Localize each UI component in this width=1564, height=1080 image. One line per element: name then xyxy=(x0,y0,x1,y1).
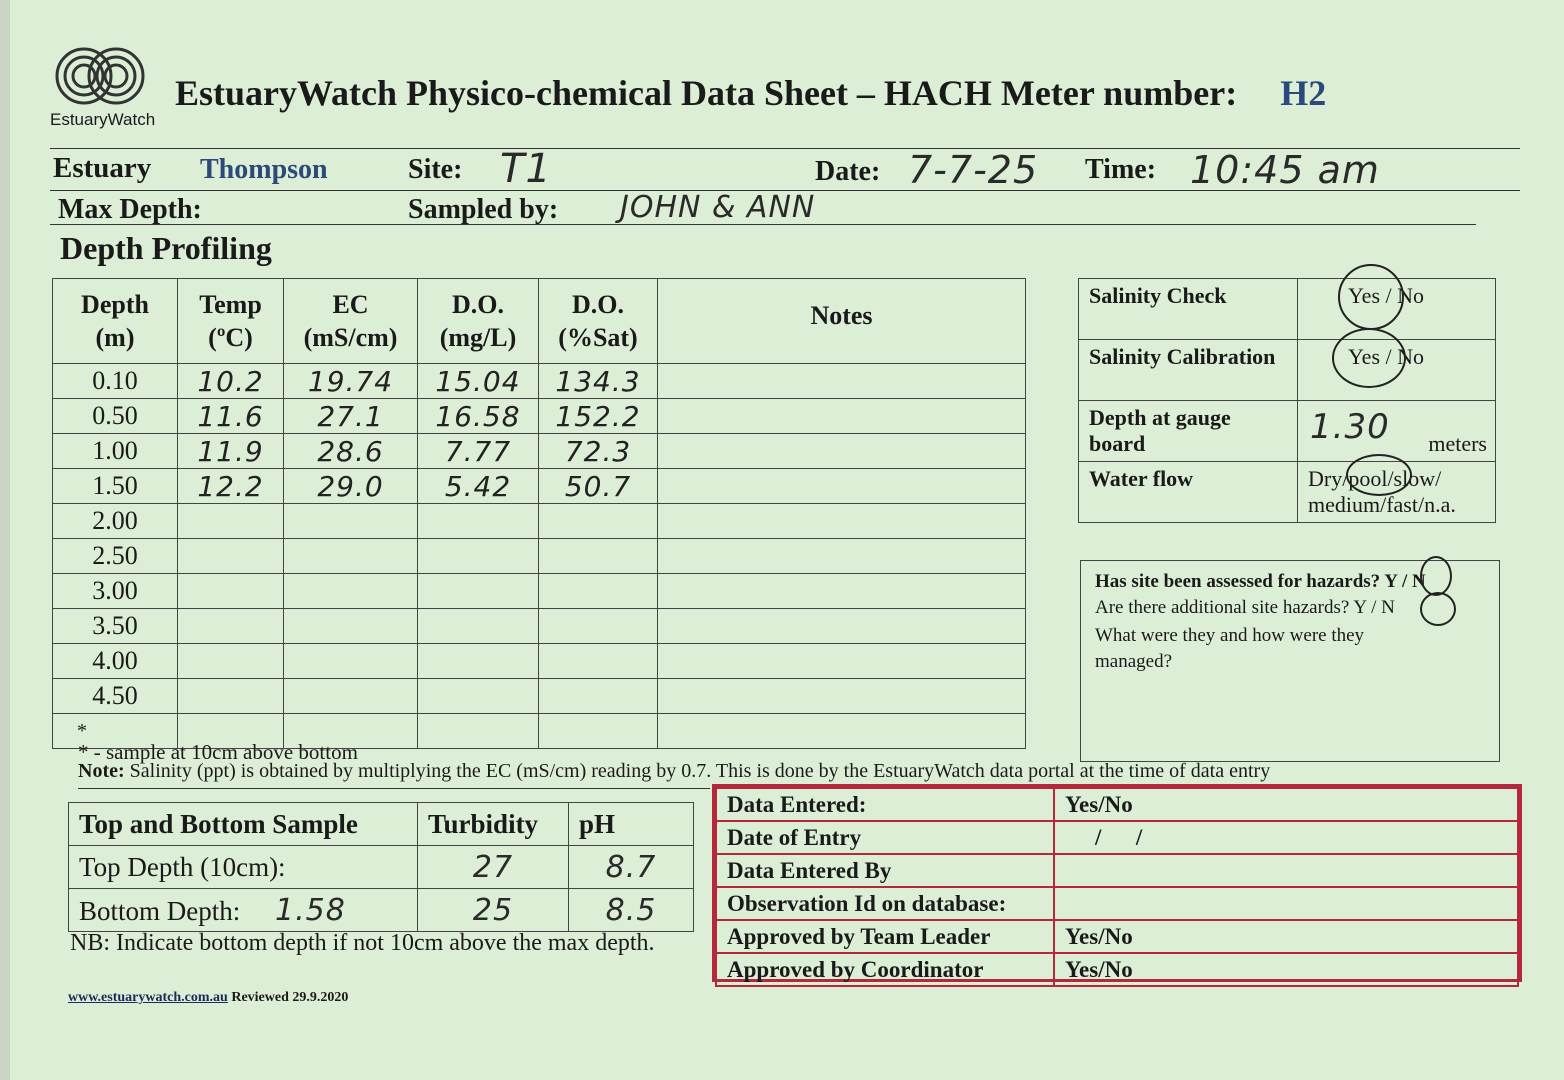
table-row xyxy=(53,609,1026,644)
salinity-check-row xyxy=(1079,279,1496,340)
temp-cell xyxy=(178,644,284,679)
data-entry-label: Approved by Coordinator xyxy=(716,953,1054,986)
date-value: 7-7-25 xyxy=(908,148,1039,192)
ec-cell xyxy=(284,504,418,539)
flow-label: Water flow xyxy=(1079,462,1298,523)
data-entry-row xyxy=(716,887,1518,920)
data-entry-value: Yes/No xyxy=(1054,788,1518,821)
do-sat-cell: 50.7 xyxy=(539,469,658,504)
temp-cell xyxy=(178,679,284,714)
ec-cell: 27.1 xyxy=(284,399,418,434)
do-sat-cell: 72.3 xyxy=(539,434,658,469)
footer-reviewed: Reviewed 29.9.2020 xyxy=(231,990,349,1005)
do-mg-cell xyxy=(418,574,539,609)
header-temp: Temp (ºC) xyxy=(178,279,284,364)
ec-cell: 19.74 xyxy=(284,364,418,399)
temp-cell xyxy=(178,539,284,574)
footer xyxy=(68,990,348,1006)
do-mg-cell xyxy=(418,644,539,679)
salinity-cal-label: Salinity Calibration xyxy=(1079,340,1298,401)
do-mg-cell: 15.04 xyxy=(418,364,539,399)
depth-cell: 0.50 xyxy=(53,399,178,434)
page-title xyxy=(175,72,1326,114)
site-value: T1 xyxy=(500,146,552,192)
y-circle-mark xyxy=(1420,556,1452,596)
ec-cell xyxy=(284,609,418,644)
do-sat-cell xyxy=(539,714,658,749)
notes-cell xyxy=(658,504,1026,539)
hazard-question-1: Has site been assessed for hazards? Y / N xyxy=(1095,571,1426,592)
ec-cell xyxy=(284,574,418,609)
data-entry-label: Date of Entry xyxy=(716,821,1054,854)
top-bottom-table xyxy=(68,802,694,932)
bottom-turbidity: 25 xyxy=(418,889,569,932)
data-entry-label: Data Entered: xyxy=(716,788,1054,821)
section-title: Depth Profiling xyxy=(60,230,272,266)
do-sat-cell xyxy=(539,609,658,644)
data-entry-value: Yes/No xyxy=(1054,920,1518,953)
table-row xyxy=(53,679,1026,714)
depth-cell: 4.50 xyxy=(53,679,178,714)
estuary-value: Thompson xyxy=(200,154,328,185)
gauge-cell xyxy=(1298,401,1496,462)
bottom-depth-value: 1.58 xyxy=(275,892,346,928)
data-entry-label: Observation Id on database: xyxy=(716,887,1054,920)
note-text: Salinity (ppt) is obtained by multiplying the EC (mS/cm) reading by 0.7. This is done by the EstuaryWatch data portal at the time of data entry xyxy=(129,760,1271,782)
temp-cell: 12.2 xyxy=(178,469,284,504)
tb-header-ph: pH xyxy=(569,803,694,846)
top-depth-row xyxy=(69,846,694,889)
data-entry-row xyxy=(716,821,1518,854)
data-entry-label: Approved by Team Leader xyxy=(716,920,1054,953)
do-sat-cell xyxy=(539,679,658,714)
hazard-question-2: Are there additional site hazards? Y / N xyxy=(1095,597,1395,618)
depth-cell: * xyxy=(53,714,178,749)
data-entry-row xyxy=(716,920,1518,953)
notes-cell xyxy=(658,364,1026,399)
water-flow-row xyxy=(1079,462,1496,523)
salinity-note xyxy=(78,760,1408,783)
gauge-unit: meters xyxy=(1428,431,1487,456)
do-sat-cell: 152.2 xyxy=(539,399,658,434)
table-row xyxy=(53,574,1026,609)
depth-cell: 3.50 xyxy=(53,609,178,644)
bottom-ph: 8.5 xyxy=(569,889,694,932)
date-label: Date: xyxy=(815,156,881,187)
footer-url: www.estuarywatch.com.au xyxy=(68,990,228,1005)
temp-cell xyxy=(178,504,284,539)
depth-cell: 2.00 xyxy=(53,504,178,539)
do-mg-cell: 7.77 xyxy=(418,434,539,469)
depth-cell: 2.50 xyxy=(53,539,178,574)
do-sat-cell xyxy=(539,504,658,539)
notes-cell xyxy=(658,644,1026,679)
salinity-calibration-row xyxy=(1079,340,1496,401)
depth-profile-table xyxy=(52,278,1026,749)
top-turbidity: 27 xyxy=(418,846,569,889)
data-entry-table xyxy=(715,787,1519,987)
table-row xyxy=(53,504,1026,539)
max-depth-label: Max Depth: xyxy=(58,194,202,225)
site-conditions-table xyxy=(1078,278,1496,523)
sampled-by-label: Sampled by: xyxy=(408,194,559,225)
gauge-label: Depth at gauge board xyxy=(1079,401,1298,462)
bottom-depth-label: Bottom Depth: xyxy=(79,895,241,926)
data-entry-value: Yes/No xyxy=(1054,953,1518,986)
do-mg-cell xyxy=(418,714,539,749)
salinity-check-value: Yes / No xyxy=(1298,279,1496,340)
ec-cell xyxy=(284,644,418,679)
do-sat-cell xyxy=(539,539,658,574)
data-entry-value: / / xyxy=(1054,821,1518,854)
data-entry-value xyxy=(1054,854,1518,887)
table-row xyxy=(53,469,1026,504)
notes-cell xyxy=(658,539,1026,574)
sampled-by-value: JOHN & ANN xyxy=(620,190,816,225)
hazard-question-3: What were they and how were they managed? xyxy=(1095,625,1365,672)
temp-cell: 11.6 xyxy=(178,399,284,434)
top-ph: 8.7 xyxy=(569,846,694,889)
salinity-cal-value: Yes / No xyxy=(1298,340,1496,401)
notes-cell xyxy=(658,714,1026,749)
pool-circle-mark xyxy=(1346,454,1412,496)
do-mg-cell: 5.42 xyxy=(418,469,539,504)
top-bottom-header xyxy=(69,803,694,846)
do-sat-cell xyxy=(539,644,658,679)
do-mg-cell xyxy=(418,679,539,714)
notes-cell xyxy=(658,434,1026,469)
data-entry-rows xyxy=(716,788,1518,986)
top-depth-label: Top Depth (10cm): xyxy=(69,846,418,889)
notes-cell xyxy=(658,469,1026,504)
logo-text: EstuaryWatch xyxy=(50,110,156,129)
depth-cell: 1.00 xyxy=(53,434,178,469)
notes-cell xyxy=(658,609,1026,644)
temp-cell xyxy=(178,574,284,609)
depth-cell: 4.00 xyxy=(53,644,178,679)
data-entry-row xyxy=(716,788,1518,821)
gauge-value: 1.30 xyxy=(1310,407,1390,447)
estuarywatch-logo xyxy=(50,45,160,135)
table-row xyxy=(53,399,1026,434)
time-value: 10:45 am xyxy=(1190,148,1380,192)
table-row xyxy=(53,644,1026,679)
ec-cell xyxy=(284,539,418,574)
yes-circle-mark-2 xyxy=(1332,328,1406,388)
temp-cell xyxy=(178,609,284,644)
data-entry-box xyxy=(712,784,1522,982)
do-mg-cell xyxy=(418,539,539,574)
do-mg-cell xyxy=(418,609,539,644)
depth-cell: 3.00 xyxy=(53,574,178,609)
depth-cell: 0.10 xyxy=(53,364,178,399)
do-mg-cell: 16.58 xyxy=(418,399,539,434)
temp-cell: 11.9 xyxy=(178,434,284,469)
table-row xyxy=(53,434,1026,469)
salinity-check-label: Salinity Check xyxy=(1079,279,1298,340)
data-entry-row xyxy=(716,953,1518,986)
n-circle-mark xyxy=(1420,592,1456,626)
gauge-row xyxy=(1079,401,1496,462)
data-entry-label: Data Entered By xyxy=(716,854,1054,887)
header-do-sat: D.O. (%Sat) xyxy=(539,279,658,364)
yes-circle-mark xyxy=(1338,264,1404,330)
site-label: Site: xyxy=(408,154,463,185)
estuary-label: Estuary xyxy=(53,152,152,184)
notes-cell xyxy=(658,574,1026,609)
note-label: Note: xyxy=(78,760,125,782)
table-row xyxy=(53,364,1026,399)
notes-cell xyxy=(658,399,1026,434)
footnote: * - sample at 10cm above bottom xyxy=(78,740,358,764)
depth-cell: 1.50 xyxy=(53,469,178,504)
header-do-mg: D.O. (mg/L) xyxy=(418,279,539,364)
ec-cell: 29.0 xyxy=(284,469,418,504)
do-sat-cell: 134.3 xyxy=(539,364,658,399)
ec-cell xyxy=(284,679,418,714)
header-ec: EC (mS/cm) xyxy=(284,279,418,364)
do-mg-cell xyxy=(418,504,539,539)
title-text: EstuaryWatch Physico-chemical Data Sheet – HACH Meter number: xyxy=(175,73,1238,113)
do-sat-cell xyxy=(539,574,658,609)
tb-header-turbidity: Turbidity xyxy=(418,803,569,846)
header-notes: Notes xyxy=(658,279,1026,364)
nb-note: NB: Indicate bottom depth if not 10cm above the max depth. xyxy=(70,930,655,956)
data-entry-value xyxy=(1054,887,1518,920)
table-row xyxy=(53,539,1026,574)
table-header-row xyxy=(53,279,1026,364)
data-sheet xyxy=(10,0,1564,1080)
notes-cell xyxy=(658,679,1026,714)
logo-rings-icon xyxy=(50,45,150,107)
meter-number: H2 xyxy=(1280,73,1327,113)
header-depth: Depth (m) xyxy=(53,279,178,364)
flow-value: Dry/pool/slow/ medium/fast/n.a. xyxy=(1298,462,1496,523)
tb-header-label: Top and Bottom Sample xyxy=(69,803,418,846)
profile-rows xyxy=(53,364,1026,749)
temp-cell: 10.2 xyxy=(178,364,284,399)
data-entry-row xyxy=(716,854,1518,887)
ec-cell: 28.6 xyxy=(284,434,418,469)
time-label: Time: xyxy=(1085,154,1157,185)
